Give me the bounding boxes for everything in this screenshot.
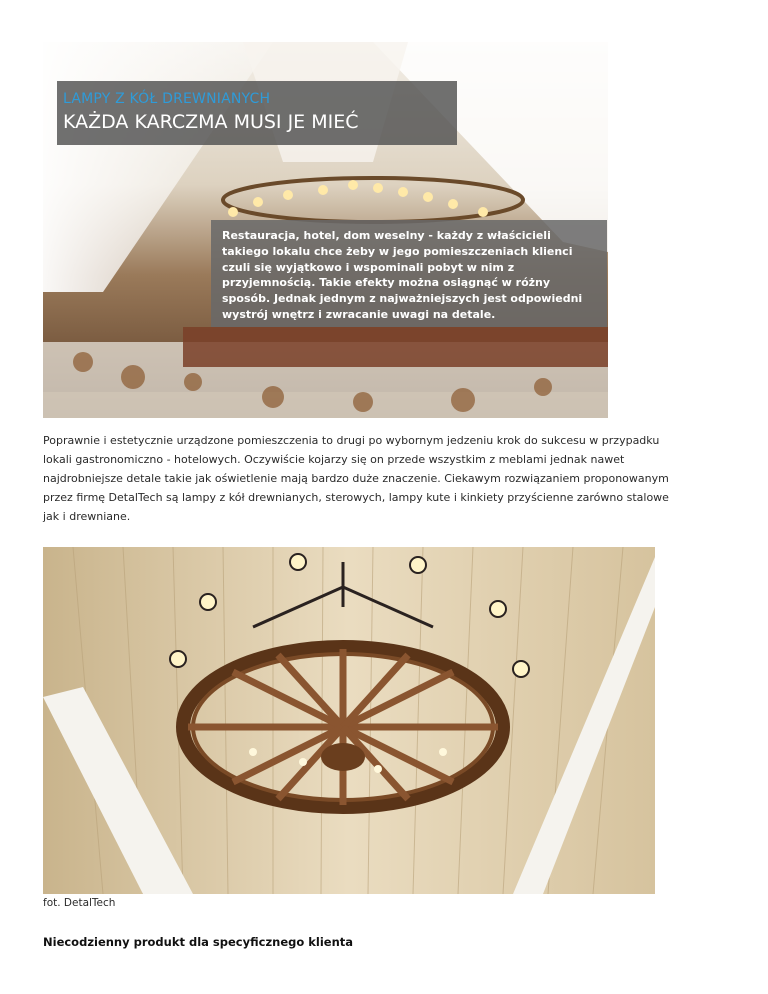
hero-lead-text: Restauracja, hotel, dom weselny - każdy z właścicieli takiego lokalu chce żeby w jego pomieszczeniach klienci czuli się wyjątkowo i wspominali pobyt w nim z przyjemnością. Takie efekty można osiągnąć w różny sposób. Jednak jednym z najważniejszych jest odpowiedni wystrój wnętrz i zwracanie uwagi na detale. [222, 229, 583, 321]
hero-title: KAŻDA KARCZMA MUSI JE MIEĆ [63, 111, 359, 133]
hero-image [43, 42, 608, 418]
hero-title-box [57, 81, 457, 145]
section-subheading: Niecodzienny produkt dla specyficznego klienta [43, 935, 354, 949]
hero-kicker: LAMPY Z KÓŁ DREWNIANYCH [63, 91, 271, 107]
wagon-wheel-chandelier-photo [43, 547, 655, 894]
chandelier-photo [43, 547, 655, 894]
photo-caption: fot. DetalTech [43, 897, 116, 909]
intro-paragraph: Poprawnie i estetycznie urządzone pomieszczenia to drugi po wybornym jedzeniu krok do sukcesu w przypadku lokali gastronomiczno - hotelowych. Oczywiście kojarzy się on przede wszystkim z meblami jednak nawet najdrobniejsze detale takie jak oświetlenie mają bardzo duże znaczenie. Ciekawym rozwiązaniem proponowanym przez firmę DetalTech są lampy z kół drewnianych, sterowych, lampy kute i kinkiety przyścienne zarówno stalowe jak i drewniane. [43, 434, 669, 523]
hero-lead-box [211, 220, 607, 327]
